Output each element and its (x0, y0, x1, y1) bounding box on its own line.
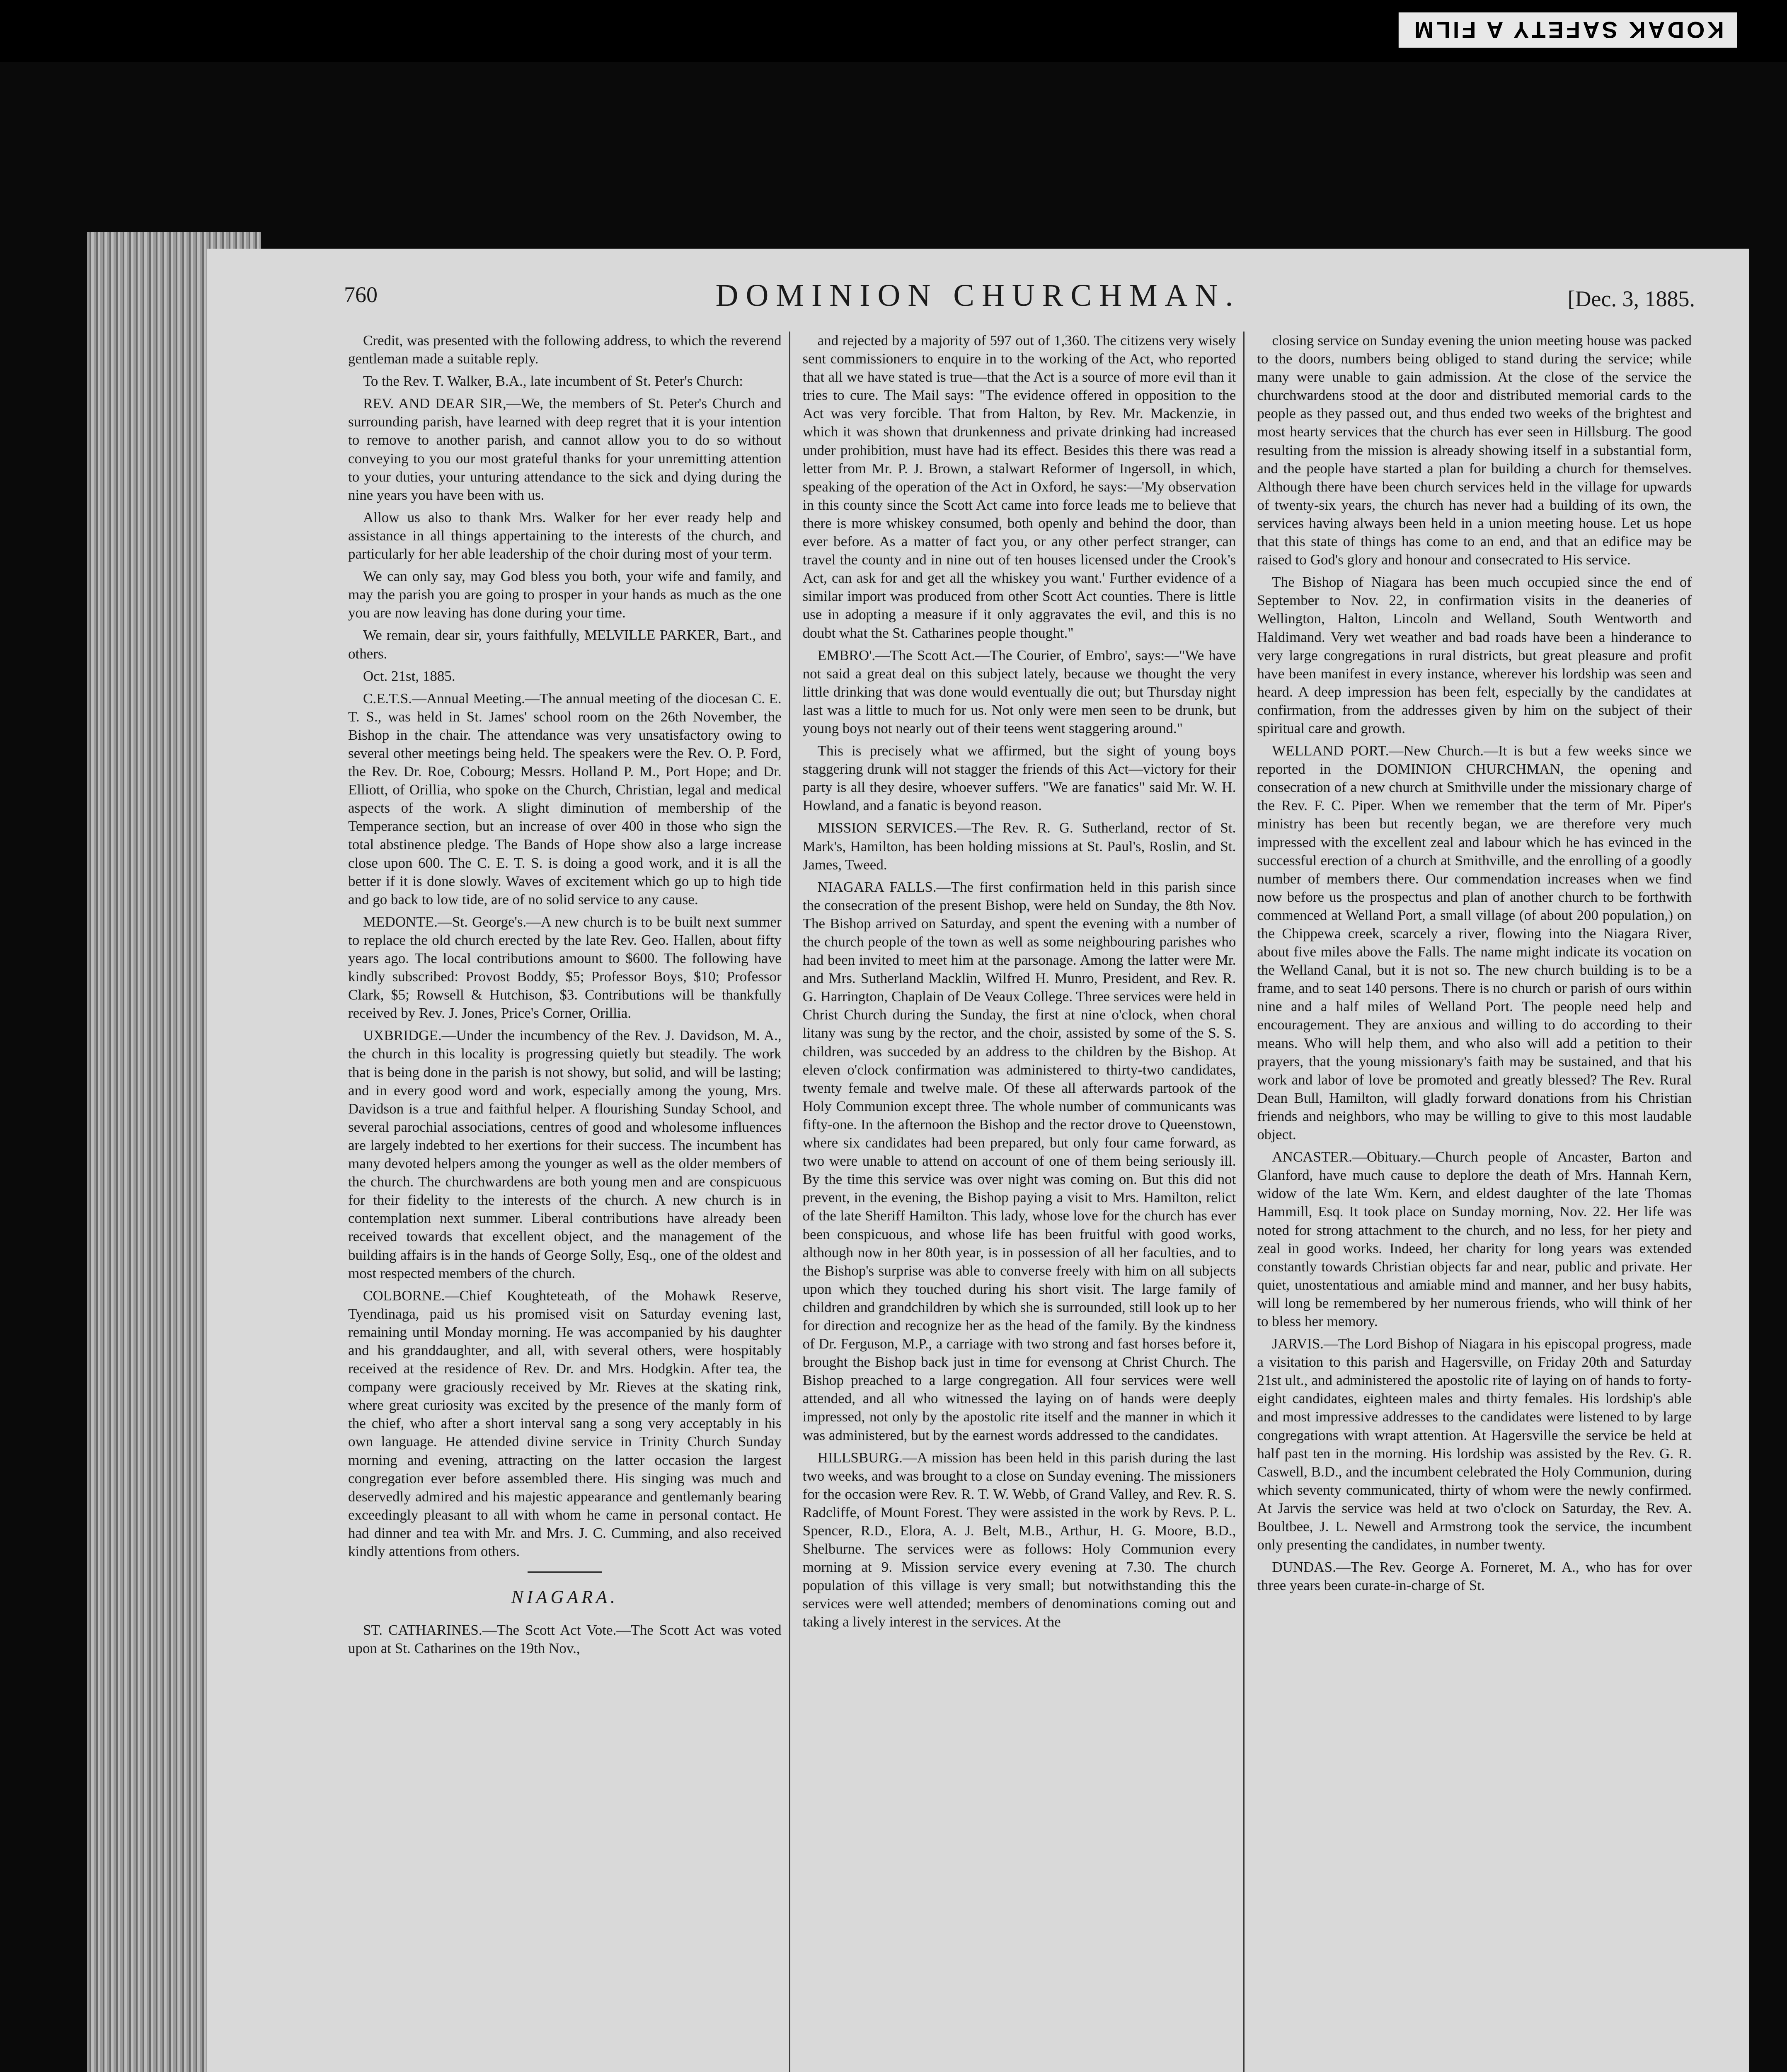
article-paragraph: The Bishop of Niagara has been much occupied since the end of September to Nov. 22, in confirmation visits in the deaneries of Wellington, Halton, Lincoln and Welland, South Wentworth and Haldimand. Very wet weather and bad roads have been a hinderance to very large congregations in rural districts, but great pleasure and profit have been manifest in every instance, wherever his lordship was seen and heard. A deep impression has been felt, especially by the candidates at confirmation, from the addresses given by him on the subject of their spiritual care and growth. (1257, 574, 1692, 736)
article-paragraph: Oct. 21st, 1885. (363, 668, 455, 684)
article-paragraph: ST. CATHARINES.—The Scott Act Vote.—The Scott Act was voted upon at St. Catharines on the 19th Nov., (348, 1622, 782, 1656)
article-paragraph: EMBRO'.—The Scott Act.—The Courier, of Embro', says:—"We have not said a great deal on this subject lately, because we thought the very little drinking that was done would eventually die out; but Thursday night last was a little to much for us. Not only were men seen to be drunk, but young boys not nearly out of their teens went staggering around." (802, 647, 1236, 736)
issue-date: [Dec. 3, 1885. (1567, 286, 1695, 311)
article-paragraph: NIAGARA FALLS.—The first confirmation held in this parish since the consecration of the present Bishop, were held on Sunday, the 8th Nov. The Bishop arrived on Saturday, and spent the evening with a number of the church people of the town as well as some neighbouring parishes who had been invited to meet him at the parsonage. Among the latter were Mr. and Mrs. Sutherland Macklin, Wilfred H. Munro, President, and Rev. R. G. Harrington, Chaplain of De Veaux College. Three services were held in Christ Church during the Sunday, the first at nine o'clock, when choral litany was sung by the rector, and the choir, assisted by some of the S. S. children, was succeded by an address to the children by the Bishop. At eleven o'clock confirmation was administered to thirty-two candidates, twenty female and twelve male. Of these all afterwards partook of the Holy Communion except three. The whole number of communicants was fifty-one. In the afternoon the Bishop and the rector drove to Queenstown, where six candidates had been prepared, but only four came forward, as two were unable to attend on account of one of them being seriously ill. By the time this service was over night was coming on. But this did not prevent, in the evening, the Bishop paying a visit to Mrs. Hamilton, relict of the late Sheriff Hamilton. This lady, whose love for the church has ever been conspicuous, and whose life has been fruitful with good works, although now in her 80th year, is in possession of all her faculties, and to the Bishop's surprise was able to converse freely with him on all subjects upon which they touched during his short visit. The large family of children and grandchildren by which she is surrounded, still look up to her for direction and recognize her as the head of the family. By the kindness of Dr. Ferguson, M.P., a carriage with two strong and fast horses before it, brought the Bishop back just in time for evensong at Christ Church. The Bishop preached to a large congregation. All four services were well attended, and all who witnessed the laying on of hands were deeply impressed, not only by the apostolic rite itself and the manner in which it was administered, but by the earnest words addressed to the candidates. (802, 879, 1236, 1443)
page-number: 760 (344, 282, 378, 307)
article-paragraph: To the Rev. T. Walker, B.A., late incumbent of St. Peter's Church: (363, 373, 743, 390)
article-paragraph: We can only say, may God bless you both, your wife and family, and may the parish you are going to prosper in your hands as much as the one you are now leaving has done during your time. (348, 568, 782, 621)
masthead-title: DOMINION CHURCHMAN. (715, 278, 1241, 313)
article-paragraph: MISSION SERVICES.—The Rev. R. G. Sutherland, rector of St. Mark's, Hamilton, has been holding missions at St. Paul's, Roslin, and St. James, Tweed. (802, 820, 1236, 873)
column-1 (348, 332, 790, 2072)
article-paragraph: COLBORNE.—Chief Koughteteath, of the Mohawk Reserve, Tyendinaga, paid us his promised visit on Saturday evening last, remaining until Monday morning. He was accompanied by his daughter and his granddaughter, and all, with several others, were hospitably received at the residence of Rev. Dr. and Mrs. Hodgkin. After tea, the company were graciously received by Mr. Rieves at the skating rink, where great curiosity was excited by the presence of the manly form of the chief, who after a short interval sang a song very acceptably in his own language. He attended divine service in Trinity Church Sunday morning and evening, attracting on the latter occasion the largest congregation ever before assembled there. His singing was much and deservedly admired and his majestic appearance and gentlemanly bearing exceedingly pleasant to all with whom he came in personal contact. He had dinner and tea with Mr. and Mrs. J. C. Cumming, and also received kindly attentions from others. (348, 1287, 782, 1559)
article-paragraph: ANCASTER.—Obituary.—Church people of Ancaster, Barton and Glanford, have much cause to deplore the death of Mrs. Hannah Kern, widow of the late Wm. Kern, and eldest daughter of the late Thomas Hammill, Esq. It took place on Sunday morning, Nov. 22. Her life was noted for strong attachment to the church, and no less, for her piety and zeal in good works. Indeed, her charity for long years was extended constantly towards Christian objects far and near, public and private. Her quiet, unostentatious and amiable mind and manner, and her busy habits, will long be remembered by her numerous friends, who will think of her to bless her memory. (1257, 1149, 1692, 1329)
article-paragraph: and rejected by a majority of 597 out of 1,360. The citizens very wisely sent commissioners to enquire in to the working of the Act, who reported that all we have stated is true—that the Act is a source of more evil than it tries to cure. The Mail says: "The evidence offered in opposition to the Act was very forcible. That from Halton, by Rev. Mr. Mackenzie, in which it was shown that drunkenness and private drinking had increased under prohibition, must have had its effect. Besides this there was read a letter from Mr. P. J. Brown, a stalwart Reformer of Ingersoll, in which, speaking of the operation of the Act in Oxford, he says:—'My observation in this county since the Scott Act came into force leads me to believe that there is more whiskey consumed, both openly and behind the door, than ever before. As a matter of fact you, or any other perfect stranger, can travel the county and in nine out of ten houses licensed under the Crook's Act, can ask for and get all the whiskey you want.' Further evidence of a similar import was produced from other Scott Act counties. There is little use in adopting a measure if it only aggravates the evil, and this is no doubt what the St. Catharines people thought." (802, 332, 1236, 641)
article-paragraph: DUNDAS.—The Rev. George A. Forneret, M. A., who has for over three years been curate-in-charge of St. (1257, 1559, 1692, 1594)
page-header (207, 265, 1749, 323)
newspaper-page (207, 249, 1749, 2072)
text-columns (348, 332, 1699, 2072)
article-paragraph: We remain, dear sir, yours faithfully, MELVILLE PARKER, Bart., and others. (348, 627, 782, 662)
article-paragraph: Allow us also to thank Mrs. Walker for her ever ready help and assistance in all things appertaining to the interests of the church, and particularly for her able leadership of the choir during most of your term. (348, 509, 782, 562)
film-edge-label: KODAK SAFETY A FILM (1399, 12, 1737, 48)
section-heading: NIAGARA. (511, 1587, 618, 1607)
article-paragraph: C.E.T.S.—Annual Meeting.—The annual meeting of the diocesan C. E. T. S., was held in St. James' school room on the 26th November, the Bishop in the chair. The attendance was very unsatisfactory owing to several other meetings being held. The speakers were the Rev. O. P. Ford, the Rev. Dr. Roe, Cobourg; Messrs. Holland P. M., Port Hope; and Dr. Elliott, of Orillia, who spoke on the Church, Christian, legal and medical aspects of the work. A slight diminution of membership of the Temperance section, but an increase of over 400 in those who sign the total abstinence pledge. The Bands of Hope show also a large increase close upon 600. The C. E. T. S. is doing a good work, and it is all the better if it is done slowly. Waves of excitement which go up to high tide and go back to low tide, are of no solid service to any cause. (348, 690, 782, 908)
article-paragraph: Credit, was presented with the following address, to which the reverend gentleman made a suitable reply. (348, 332, 782, 367)
article-paragraph: JARVIS.—The Lord Bishop of Niagara in his episcopal progress, made a visitation to this parish and Hagersville, on Friday 20th and Saturday 21st ult., and administered the apostolic rite of laying on of hands to forty-eight candidates, eighteen males and thirty females. His lordship's able and most impressive addresses to the candidates were listened to by large congregations with wrapt attention. At Hagersville the service be held at half past ten in the morning. His lordship was assisted by the Rev. G. R. Caswell, B.D., and the incumbent celebrated the Holy Communion, during which seventy communicated, thirty of whom were the newly confirmed. At Jarvis the service was held at two o'clock on Saturday, the Rev. A. Boultbee, J. L. Newell and Armstrong took the service, the incumbent only presenting the candidates, in number twenty. (1257, 1336, 1692, 1553)
column-3 (1257, 332, 1699, 2072)
article-paragraph: closing service on Sunday evening the union meeting house was packed to the doors, numbers being obliged to stand during the service; while many were unable to gain admission. At the close of the service the churchwardens stood at the door and distributed memorial cards to the people as they passed out, and thus ended two weeks of the brightest and most hearty services that the church has ever seen in Hillsburg. The good resulting from the mission is already showing itself in a substantial form, and the people have started a plan for building a church for themselves. Although there have been church services held in the village for upwards of twenty-six years, the church has never had a building of its own, the services having always been held in a union meeting house. Let us hope that this state of things has come to an end, and that an edifice may be raised to God's glory and honour and consecrated to His service. (1257, 332, 1692, 568)
article-paragraph: REV. AND DEAR SIR,—We, the members of St. Peter's Church and surrounding parish, have learned with deep regret that it is your intention to remove to another parish, and cannot allow you to do so without conveying to you our most grateful thanks for your unremitting attention to your duties, your unturing attendance to the sick and dying during the nine years you have been with us. (348, 395, 782, 503)
film-strip-bar (0, 0, 1787, 62)
article-paragraph: This is precisely what we affirmed, but the sight of young boys staggering drunk will not stagger the friends of this Act—victory for their party is all they desire, whoever suffers. "We are fanatics" said Mr. W. H. Howland, and a fanatic is beyond reason. (802, 743, 1236, 814)
article-paragraph: WELLAND PORT.—New Church.—It is but a few weeks since we reported in the DOMINION CHURCHMAN, the opening and consecration of a new church at Smithville under the missionary charge of the Rev. F. C. Piper. When we remember that the term of Mr. Piper's ministry has been but recently began, we are therefore very much impressed with the excellent zeal and labour which he has evinced in the successful erection of a church at Smithville, and the enrolling of a goodly number of members there. Our commendation increases when we find now before us the prospectus and plan of another church to be forthwith commenced at Welland Port, a small village (of about 200 population,) on the Chippewa creek, scarcely a river, flowing into the Niagara River, about five miles above the Falls. The name might indicate its vocation on the Welland Canal, but it is not so. The new church building is to be a frame, and to seat 140 persons. There is no church or parish of ours within nine and a half miles of Welland Port. The people need help and encouragement. They are anxious and willing to do according to their means. Who will help them, and who also will add a petition to their prayers, that the young missionary's faith may be sustained, and that his work and labor of love be promoted and greatly blessed? The Rev. Rural Dean Bull, Hamilton, will gladly forward donations from his Christian friends and neighbors, who may be willing to give to this most laudable object. (1257, 743, 1692, 1143)
article-paragraph: UXBRIDGE.—Under the incumbency of the Rev. J. Davidson, M. A., the church in this locality is progressing quietly but steadily. The work that is being done in the parish is not showy, but solid, and will be lasting; and in every good word and work, especially among the young, Mrs. Davidson is a true and faithful helper. A flourishing Sunday School, and several parochial associations, centres of good and wholesome influences are largely indebted to her exertions for their success. The incumbent has many devoted helpers among the younger as well as the older members of the church. The churchwardens are both young men and are conspicuous for their fidelity to the interests of the church. A new church is in contemplation next summer. Liberal contributions have already been received towards that excellent object, and the management of the building affairs is in the hands of George Solly, Esq., one of the oldest and most respected members of the church. (348, 1027, 782, 1281)
article-paragraph: MEDONTE.—St. George's.—A new church is to be built next summer to replace the old church erected by the late Rev. Geo. Hallen, about fifty years ago. The local contributions amount to $600. The following have kindly subscribed: Provost Boddy, $5; Professor Boys, $10; Professor Clark, $5; Rowsell & Hutchison, $3. Contributions will be thankfully received by Rev. J. Jones, Price's Corner, Orillia. (348, 913, 782, 1021)
column-2 (803, 332, 1245, 2072)
section-rule (528, 1571, 602, 1573)
article-paragraph: HILLSBURG.—A mission has been held in this parish during the last two weeks, and was brought to a close on Sunday evening. The missioners for the occasion were Rev. R. T. W. Webb, of Grand Valley, and Rev. R. S. Radcliffe, of Mount Forest. They were assisted in the work by Revs. P. L. Spencer, R.D., Elora, A. J. Belt, M.B., Arthur, H. G. Moore, B.D., Shelburne. The services were as follows: Holy Communion every morning at 9. Mission service every evening at 7.30. The church population of this village is very small; but notwithstanding this the services were well attended; members of denominations coming out and taking a lively interest in the services. At the (802, 1449, 1236, 1630)
